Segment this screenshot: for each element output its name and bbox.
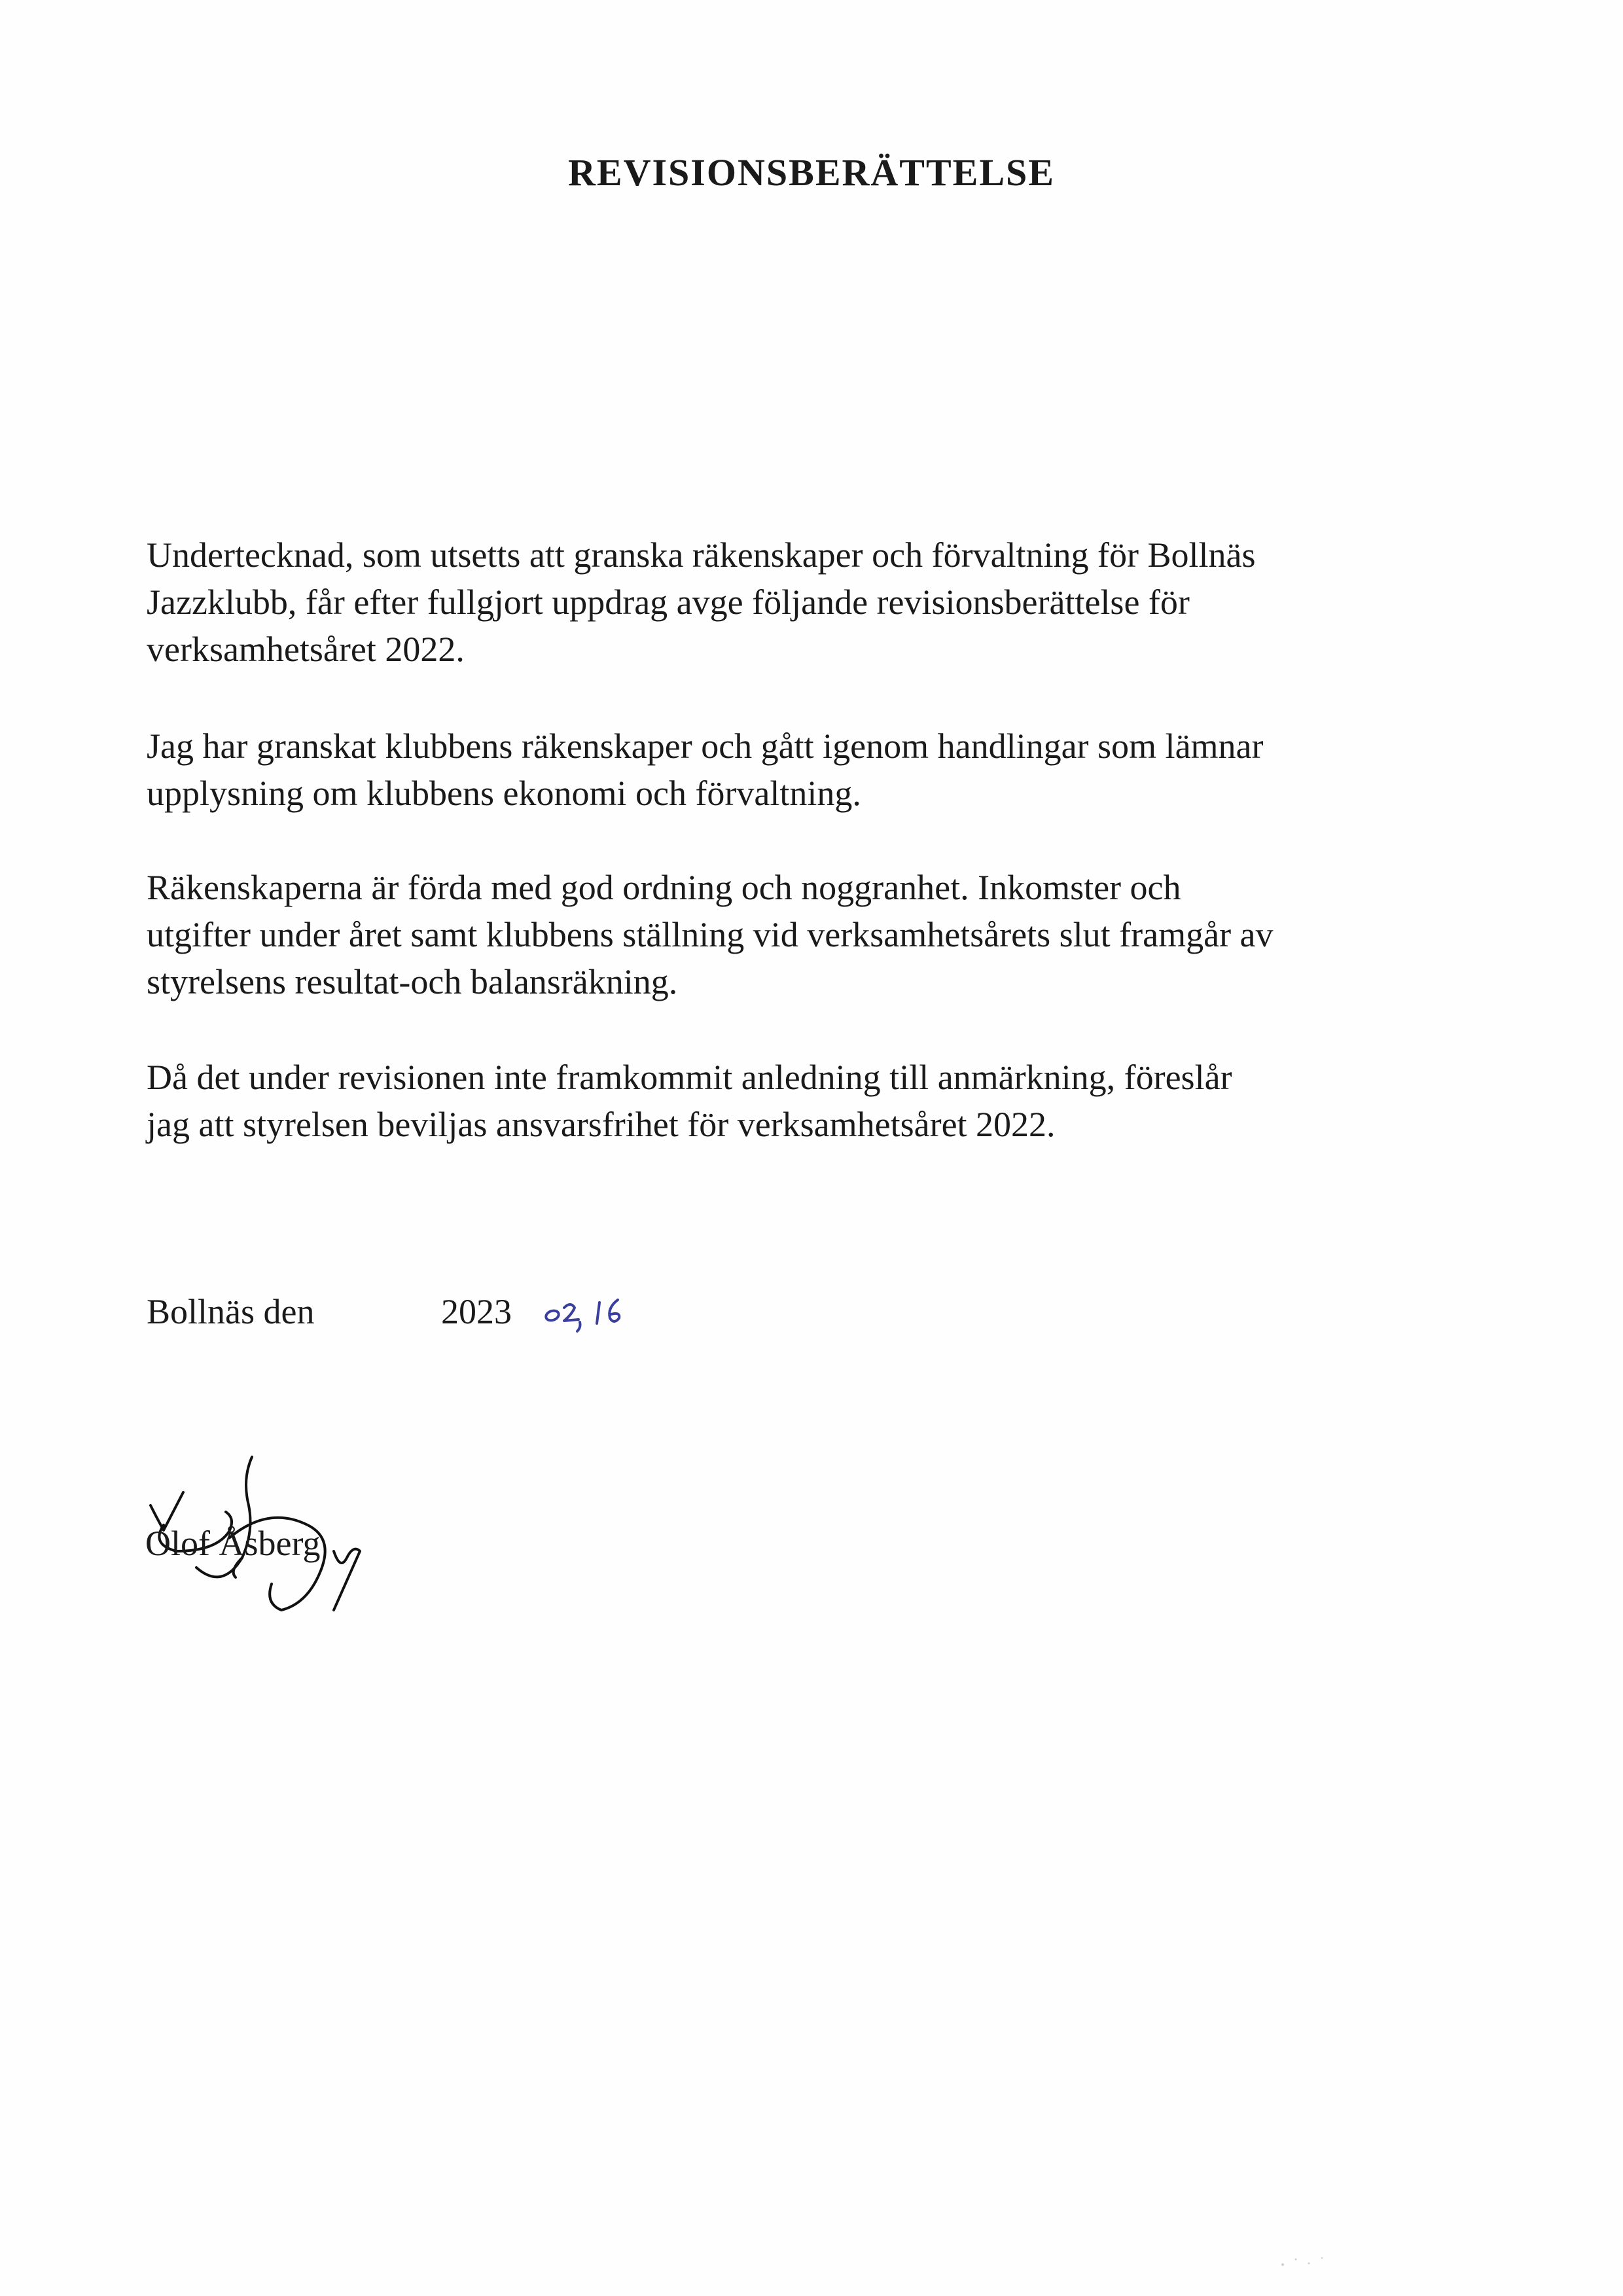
paragraph-line: Undertecknad, som utsetts att granska räkenskaper och förvaltning för Bollnäs bbox=[147, 535, 1256, 575]
handwritten-date bbox=[542, 1288, 660, 1340]
paragraph-accounts bbox=[147, 864, 1521, 1005]
paragraph-intro bbox=[147, 531, 1521, 673]
paragraph-line: Jag har granskat klubbens räkenskaper och gått igenom handlingar som lämnar bbox=[147, 726, 1264, 766]
paragraph-line: utgifter under året samt klubbens ställning vid verksamhetsårets slut framgår av bbox=[147, 915, 1274, 954]
paragraph-line: jag att styrelsen beviljas ansvarsfrihet för verksamhetsåret 2022. bbox=[147, 1105, 1056, 1144]
handwritten-date-drawing bbox=[542, 1288, 660, 1340]
paragraph-line: Räkenskaperna är förda med god ordning och noggranhet. Inkomster och bbox=[147, 868, 1181, 907]
paragraph-line: Då det under revisionen inte framkommit anledning till anmärkning, föreslår bbox=[147, 1058, 1232, 1097]
date-year: 2023 bbox=[441, 1292, 512, 1331]
paragraph-line: upplysning om klubbens ekonomi och förvaltning. bbox=[147, 774, 861, 813]
paragraph-line: Jazzklubb, får efter fullgjort uppdrag avge följande revisionsberättelse för bbox=[147, 583, 1190, 622]
paragraph-review bbox=[147, 723, 1521, 817]
signatory-name: Olof Åsberg bbox=[145, 1524, 321, 1563]
scan-speck bbox=[1276, 2251, 1355, 2271]
paragraph-line: styrelsens resultat-och balansräkning. bbox=[147, 962, 678, 1001]
place-label: Bollnäs den bbox=[147, 1292, 315, 1331]
document-title: REVISIONSBERÄTTELSE bbox=[568, 151, 1055, 194]
paragraph-conclusion bbox=[147, 1054, 1521, 1148]
paragraph-line: verksamhetsåret 2022. bbox=[147, 630, 465, 669]
